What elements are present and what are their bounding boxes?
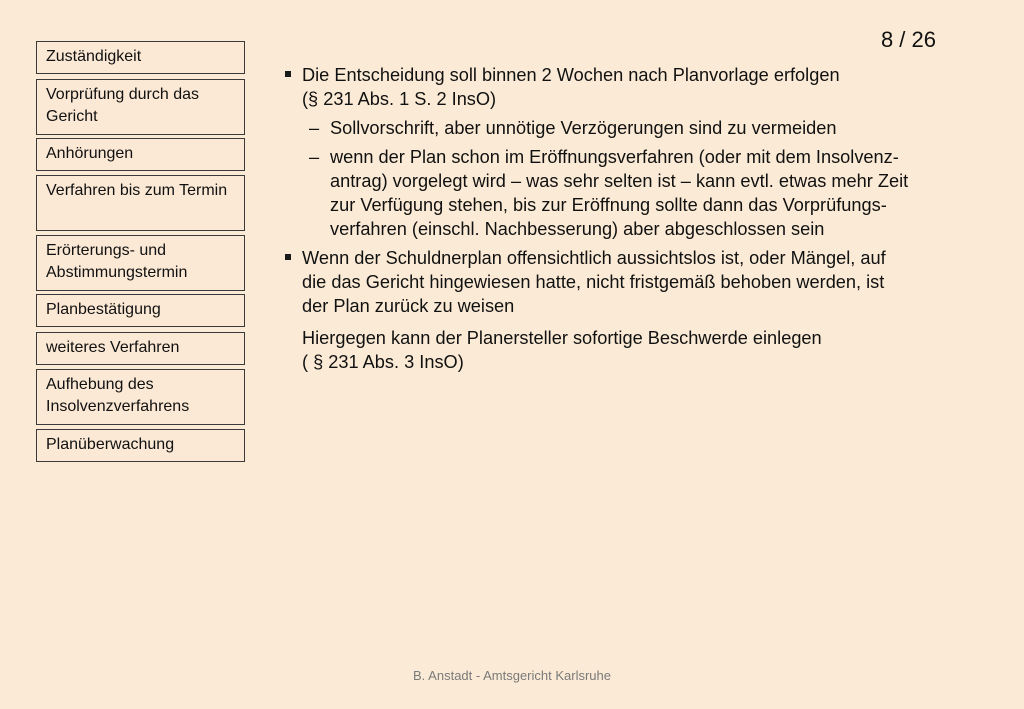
bullet-zurueckweisung	[284, 246, 994, 318]
text-line: ( § 231 Abs. 3 InsO)	[302, 352, 464, 372]
bullet-decision-deadline	[284, 63, 994, 111]
subpoint-eroeffnungsverfahren	[284, 145, 994, 241]
nav-item-zustaendigkeit[interactable]: Zuständigkeit	[36, 41, 245, 74]
paragraph-beschwerde	[284, 326, 994, 374]
text-line: verfahren (einschl. Nachbesserung) aber abgeschlossen sein	[330, 219, 825, 239]
text-line: die das Gericht hingewiesen hatte, nicht fristgemäß behoben werden, ist	[302, 272, 885, 292]
text-line: Sollvorschrift, aber unnötige Verzögerungen sind zu vermeiden	[330, 118, 837, 138]
text-line: (§ 231 Abs. 1 S. 2 InsO)	[302, 89, 497, 109]
nav-item-weiteres-verfahren[interactable]: weiteres Verfahren	[36, 332, 245, 365]
page-number: 8 / 26	[880, 27, 936, 52]
subpoint-sollvorschrift	[284, 116, 994, 140]
dash-marker: –	[309, 118, 320, 138]
nav-item-eroerterungstermin[interactable]: Erörterungs- und Abstimmungstermin	[36, 235, 245, 291]
text-line: Die Entscheidung soll binnen 2 Wochen nach Planvorlage erfolgen	[302, 65, 840, 85]
footer: B. Anstadt - Amtsgericht Karlsruhe	[413, 668, 611, 683]
slide-content	[284, 63, 994, 374]
nav-item-vorpruefung[interactable]: Vorprüfung durch das Gericht	[36, 79, 245, 135]
text-line: antrag) vorgelegt wird – was sehr selten ist – kann evtl. etwas mehr Zeit	[330, 171, 909, 191]
dash-marker: –	[309, 147, 320, 167]
text-line: Wenn der Schuldnerplan offensichtlich aussichtslos ist, oder Mängel, auf	[302, 248, 886, 268]
nav-item-planbestaetigung[interactable]: Planbestätigung	[36, 294, 245, 327]
nav-item-anhoerungen[interactable]: Anhörungen	[36, 138, 245, 171]
text-line: der Plan zurück zu weisen	[302, 296, 515, 316]
nav-item-verfahren-bis-termin[interactable]: Verfahren bis zum Termin	[36, 175, 245, 231]
nav-item-planueberwachung[interactable]: Planüberwachung	[36, 429, 245, 462]
text-line: wenn der Plan schon im Eröffnungsverfahren (oder mit dem Insolvenz-	[330, 147, 899, 167]
text-line: Hiergegen kann der Planersteller sofortige Beschwerde einlegen	[302, 328, 822, 348]
nav-item-aufhebung[interactable]: Aufhebung des Insolvenzverfahrens	[36, 369, 245, 425]
text-line: zur Verfügung stehen, bis zur Eröffnung sollte dann das Vorprüfungs-	[330, 195, 887, 215]
